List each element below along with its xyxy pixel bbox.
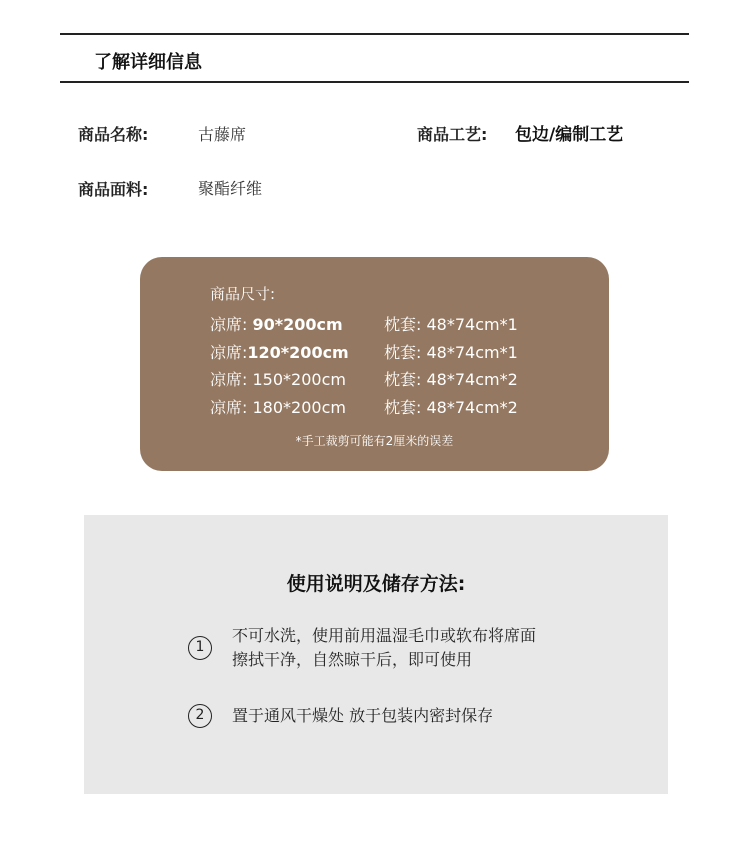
pillow-dimension: 48*74cm*2 (426, 370, 518, 389)
product-craft-label: 商品工艺: (417, 125, 488, 144)
mat-size (210, 312, 343, 335)
product-name-label: 商品名称: (78, 125, 149, 144)
size-row (210, 367, 570, 391)
size-card-title: 商品尺寸: (210, 285, 276, 303)
size-row (210, 395, 570, 419)
product-name-value: 古藤席 (198, 125, 247, 144)
usage-instructions-panel (84, 515, 668, 794)
mat-size (210, 395, 346, 418)
mat-dimension: 120*200cm (247, 343, 349, 362)
pillow-size (384, 395, 518, 418)
size-tolerance-note: *手工裁剪可能有2厘米的误差 (295, 434, 454, 448)
mat-size (210, 367, 346, 390)
pillow-label: 枕套: (384, 398, 422, 417)
pillow-label: 枕套: (384, 315, 422, 334)
pillow-label: 枕套: (384, 343, 422, 362)
mat-label: 凉席: (210, 398, 248, 417)
pillow-label: 枕套: (384, 370, 422, 389)
step-text (232, 624, 536, 672)
product-fabric-label: 商品面料: (78, 180, 149, 199)
mat-label: 凉席: (210, 343, 248, 362)
mat-dimension: 150*200cm (252, 370, 346, 389)
pillow-size (384, 312, 518, 335)
header-top-rule (60, 33, 689, 35)
header-bottom-rule (60, 81, 689, 83)
step-line: 置于通风干燥处 放于包装内密封保存 (232, 706, 494, 725)
step-line: 不可水洗，使用前用温湿毛巾或软布将席面 (232, 626, 537, 645)
mat-label: 凉席: (210, 315, 248, 334)
size-row (210, 340, 570, 364)
size-card (140, 257, 609, 471)
pillow-dimension: 48*74cm*1 (426, 343, 518, 362)
pillow-dimension: 48*74cm*1 (426, 315, 518, 334)
pillow-dimension: 48*74cm*2 (426, 398, 518, 417)
step-number-badge: 2 (188, 704, 212, 728)
product-fabric-value: 聚酯纤维 (198, 179, 263, 198)
pillow-size (384, 340, 518, 363)
pillow-size (384, 367, 518, 390)
mat-size (210, 340, 349, 363)
mat-dimension: 90*200cm (252, 315, 343, 334)
step-text (232, 704, 493, 728)
mat-dimension: 180*200cm (252, 398, 346, 417)
usage-title: 使用说明及储存方法: (286, 573, 466, 595)
mat-label: 凉席: (210, 370, 248, 389)
step-line: 擦拭干净，自然晾干后，即可使用 (232, 650, 473, 669)
size-row (210, 312, 570, 336)
product-craft-value: 包边/编制工艺 (515, 125, 624, 145)
step-number-badge: 1 (188, 636, 212, 660)
section-title: 了解详细信息 (94, 52, 202, 73)
